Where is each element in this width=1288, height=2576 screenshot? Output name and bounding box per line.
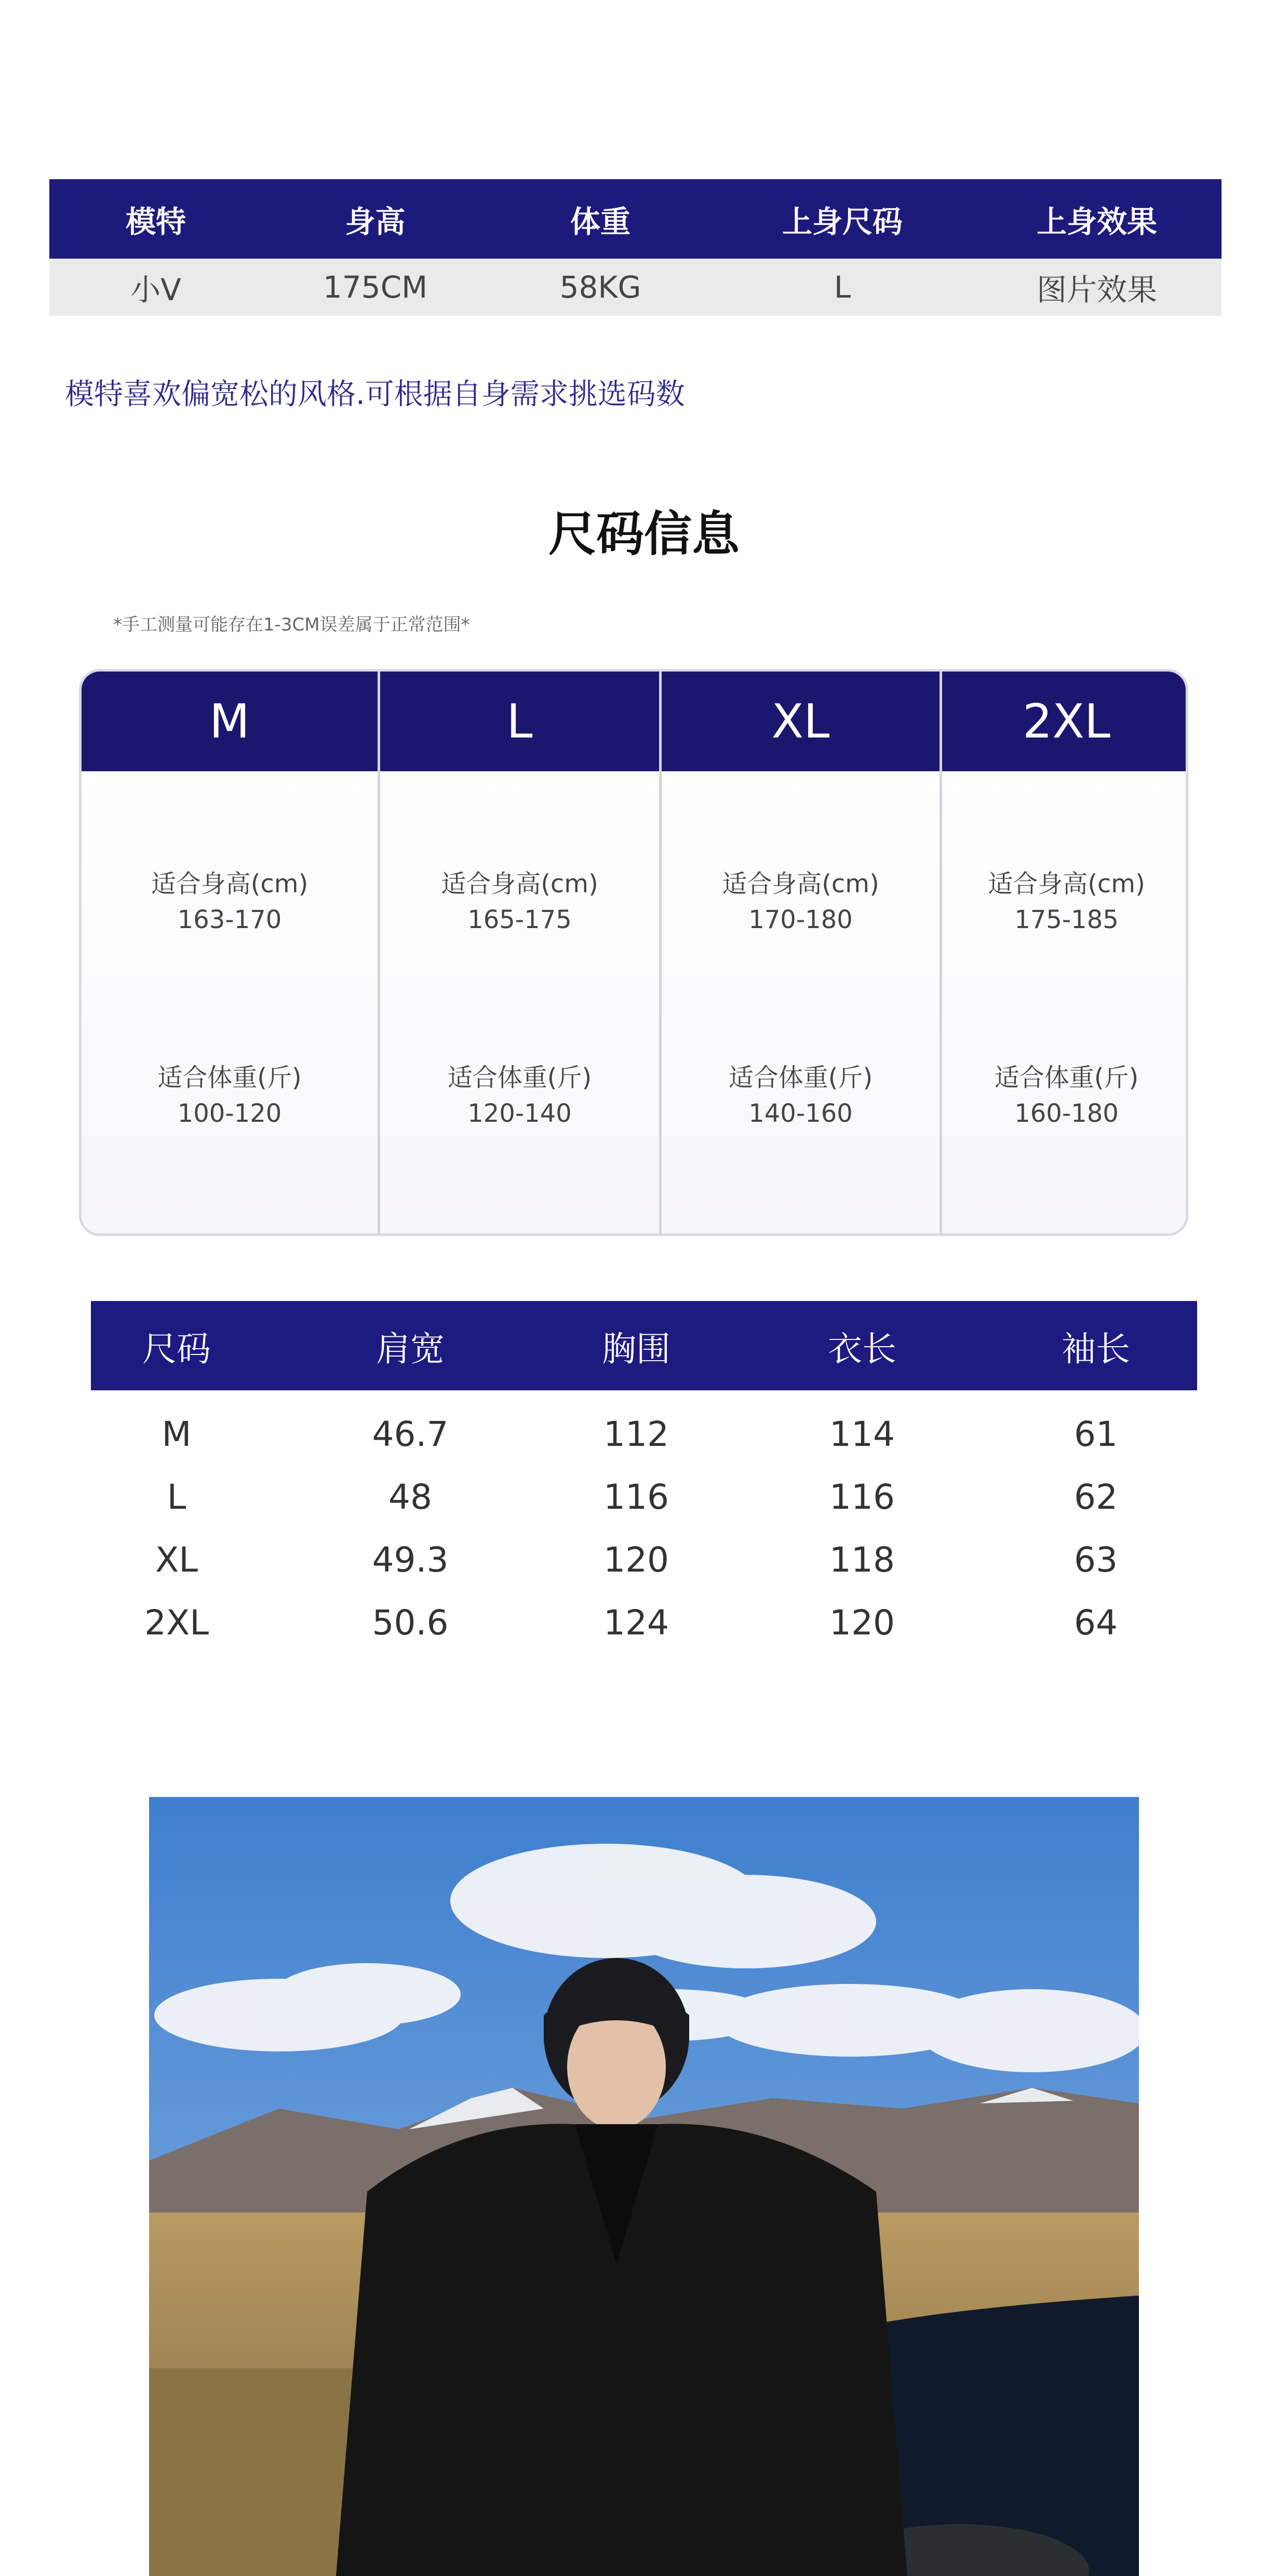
height-range: 175-185 (1014, 905, 1119, 934)
weight-label: 适合体重(斤) (994, 1063, 1139, 1092)
weight-label: 适合体重(斤) (157, 1063, 302, 1092)
weight-label: 适合体重(斤) (728, 1063, 873, 1092)
height-range: 170-180 (748, 905, 853, 934)
header-worn-effect: 上身效果 (1036, 204, 1157, 239)
table-row (91, 1528, 1197, 1591)
cell-size: M (162, 1414, 192, 1454)
size-card-l (380, 672, 659, 1233)
header-worn-size: 上身尺码 (782, 204, 903, 239)
fit-note: 模特喜欢偏宽松的风格.可根据自身需求挑选码数 (65, 378, 685, 411)
photo-illustration (149, 1797, 1139, 2576)
cell-sleeve: 61 (1074, 1414, 1118, 1454)
cell-size: XL (155, 1540, 198, 1580)
model-info-table (49, 179, 1222, 316)
header-model: 模特 (125, 204, 186, 239)
size-card-title: L (380, 672, 659, 771)
cell-shoulder: 50.6 (372, 1603, 449, 1643)
model-table-row (49, 259, 1222, 316)
table-row (91, 1591, 1197, 1654)
measurement-table (91, 1301, 1197, 1654)
weight-range: 100-120 (177, 1099, 282, 1128)
cell-shoulder: 48 (388, 1477, 432, 1517)
table-row (91, 1466, 1197, 1528)
cell-size: 2XL (144, 1603, 209, 1643)
height-label: 适合身高(cm) (441, 869, 598, 898)
size-card-title: XL (662, 672, 940, 771)
height-range: 165-175 (467, 905, 572, 934)
size-card-m (82, 672, 378, 1233)
cell-model-height: 175CM (323, 270, 428, 305)
cell-length: 114 (829, 1414, 895, 1454)
header-height: 身高 (345, 204, 406, 239)
cell-chest: 112 (603, 1414, 669, 1454)
height-label: 适合身高(cm) (722, 869, 879, 898)
header-sleeve: 袖长 (1062, 1329, 1130, 1369)
height-range: 163-170 (177, 905, 282, 934)
model-table-header (49, 179, 1222, 259)
height-label: 适合身高(cm) (988, 869, 1145, 898)
cell-sleeve: 63 (1074, 1540, 1118, 1580)
cell-model-size: L (834, 270, 851, 305)
size-recommendation-card (79, 669, 1188, 1236)
model-photo (149, 1797, 1139, 2576)
header-shoulder: 肩宽 (376, 1329, 445, 1369)
weight-range: 140-160 (748, 1099, 853, 1128)
cell-model-name: 小V (130, 272, 181, 307)
cell-chest: 116 (603, 1477, 669, 1517)
size-card-title: M (82, 672, 378, 771)
size-card-2xl (942, 672, 1188, 1233)
weight-range: 120-140 (467, 1099, 572, 1128)
measure-note: *手工测量可能存在1-3CM误差属于正常范围* (113, 614, 470, 635)
section-title: 尺码信息 (548, 506, 740, 562)
header-length: 衣长 (828, 1329, 896, 1369)
header-size: 尺码 (142, 1329, 211, 1369)
height-label: 适合身高(cm) (151, 869, 308, 898)
cell-shoulder: 46.7 (372, 1414, 449, 1454)
cell-shoulder: 49.3 (372, 1540, 449, 1580)
cell-model-weight: 58KG (559, 270, 641, 305)
header-chest: 胸围 (602, 1329, 670, 1369)
weight-range: 160-180 (1014, 1099, 1119, 1128)
cell-length: 116 (829, 1477, 895, 1517)
cell-length: 118 (829, 1540, 895, 1580)
cell-model-effect: 图片效果 (1036, 272, 1157, 307)
size-card-xl (662, 672, 940, 1233)
cell-chest: 120 (603, 1540, 669, 1580)
size-card-title: 2XL (942, 672, 1188, 771)
cell-sleeve: 62 (1074, 1477, 1118, 1517)
cell-sleeve: 64 (1074, 1603, 1118, 1643)
header-weight: 体重 (570, 204, 630, 239)
measurement-table-header (91, 1301, 1197, 1390)
cell-size: L (167, 1477, 186, 1517)
table-row (91, 1403, 1197, 1466)
cell-length: 120 (829, 1603, 895, 1643)
weight-label: 适合体重(斤) (447, 1063, 592, 1092)
cell-chest: 124 (603, 1603, 669, 1643)
